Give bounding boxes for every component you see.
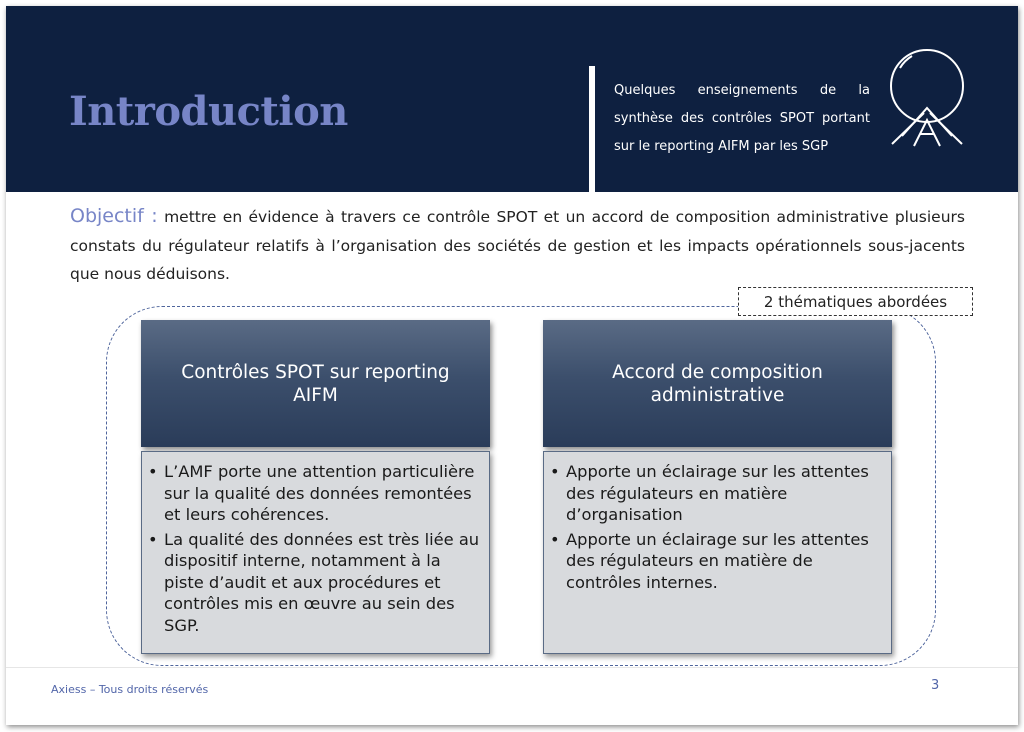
header-banner <box>6 6 1018 192</box>
page-title: Introduction <box>69 88 348 135</box>
objective-paragraph <box>70 202 965 289</box>
list-item: • L’AMF porte une attention particulière sur la qualité des données remontées et leurs cohérences. <box>148 461 481 526</box>
themes-tag: 2 thématiques abordées <box>738 287 973 316</box>
list-item: • La qualité des données est très liée au dispositif interne, notamment à la piste d’audit et aux procédures et contrôles mis en œuvre au sein des SGP. <box>148 529 481 637</box>
header-divider <box>589 66 595 192</box>
ferris-wheel-icon <box>882 44 972 148</box>
page-number: 3 <box>931 678 940 693</box>
slide <box>6 6 1018 725</box>
list-item: • Apporte un éclairage sur les attentes des régulateurs en matière d’organisation <box>550 461 883 526</box>
card-spot-body <box>141 451 490 654</box>
objective-text: mettre en évidence à travers ce contrôle SPOT et un accord de composition administrative plusieurs constats du régulateur relatifs à l’organisation des sociétés de gestion et les impacts opérationnels sous-jacents que nous déduisons. <box>70 208 965 283</box>
page-subtitle: Quelques enseignements de la synthèse des contrôles SPOT portant sur le reporting AIFM par les SGP <box>614 83 870 154</box>
card-accord-body <box>543 451 892 654</box>
list-item: • Apporte un éclairage sur les attentes des régulateurs en matière de contrôles internes. <box>550 529 883 594</box>
card-accord-header: Accord de composition administrative <box>543 320 892 447</box>
card-spot-header: Contrôles SPOT sur reporting AIFM <box>141 320 490 447</box>
footer-copyright: Axiess – Tous droits réservés <box>51 683 209 696</box>
footer-divider <box>6 667 1018 668</box>
objective-label: Objectif : <box>70 205 158 227</box>
